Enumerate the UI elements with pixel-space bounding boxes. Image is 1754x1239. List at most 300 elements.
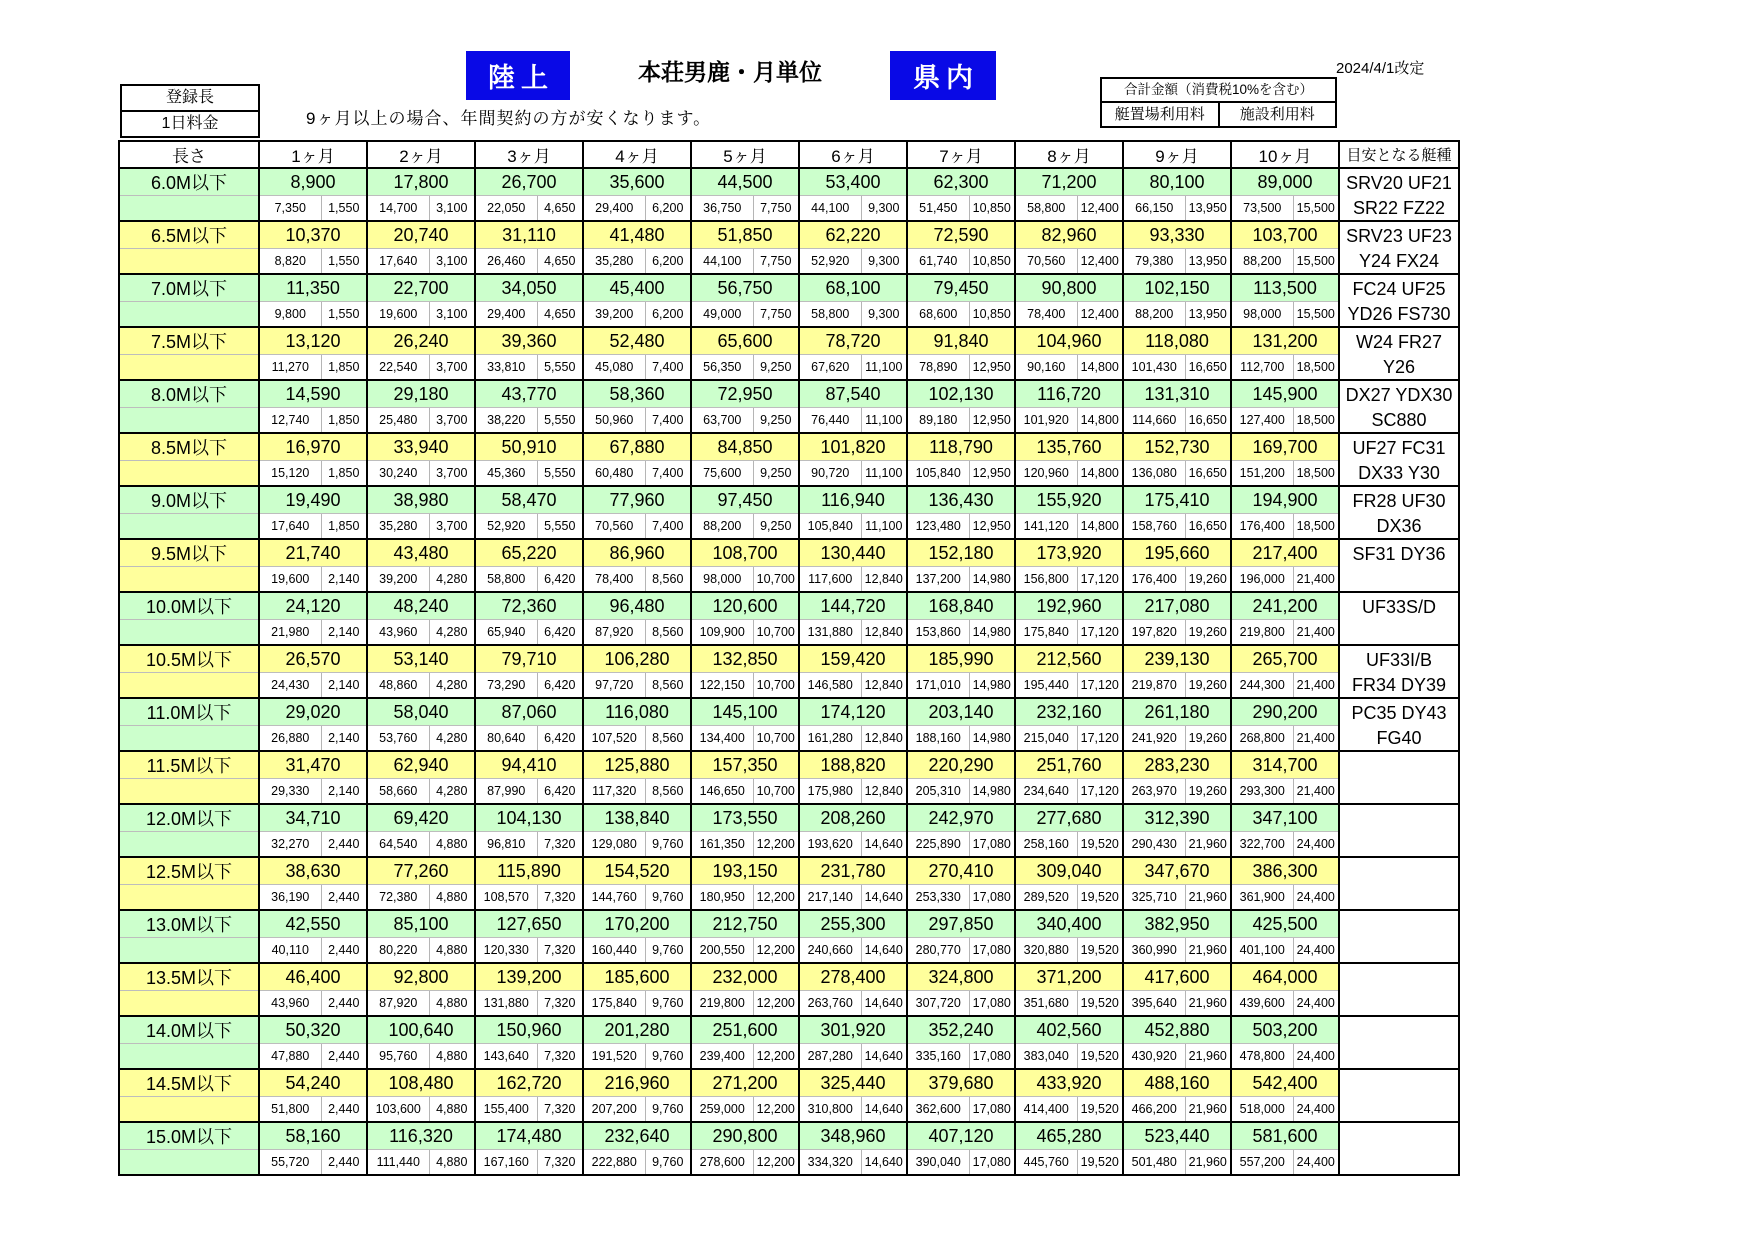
mooring-fee-cell: 87,920 [583, 620, 645, 646]
total-cell: 101,820 [799, 433, 907, 461]
total-cell: 239,130 [1123, 645, 1231, 673]
total-cell: 132,850 [691, 645, 799, 673]
total-cell: 84,850 [691, 433, 799, 461]
mooring-fee-cell: 9,800 [259, 302, 321, 328]
mooring-fee-cell: 14,700 [367, 196, 429, 222]
facility-fee-cell: 2,140 [321, 673, 367, 699]
total-cell: 38,980 [367, 486, 475, 514]
facility-fee-cell: 2,140 [321, 567, 367, 593]
total-cell: 125,880 [583, 751, 691, 779]
total-cell: 131,200 [1231, 327, 1339, 355]
total-cell: 297,850 [907, 910, 1015, 938]
mooring-fee-cell: 131,880 [799, 620, 861, 646]
facility-fee-cell: 17,080 [969, 832, 1015, 858]
facility-fee-cell: 2,440 [321, 1150, 367, 1176]
total-cell: 152,180 [907, 539, 1015, 567]
facility-fee-cell: 19,260 [1185, 673, 1231, 699]
total-cell: 85,100 [367, 910, 475, 938]
total-cell: 194,900 [1231, 486, 1339, 514]
facility-fee-cell: 16,650 [1185, 408, 1231, 434]
mooring-fee-cell: 191,520 [583, 1044, 645, 1070]
facility-fee-cell: 9,760 [645, 832, 691, 858]
mooring-fee-cell: 101,430 [1123, 355, 1185, 381]
facility-fee-cell: 12,950 [969, 355, 1015, 381]
facility-fee-cell: 10,700 [753, 620, 799, 646]
total-cell: 72,590 [907, 221, 1015, 249]
facility-fee-cell: 12,200 [753, 991, 799, 1017]
total-cell: 135,760 [1015, 433, 1123, 461]
total-cell: 379,680 [907, 1069, 1015, 1097]
total-cell: 208,260 [799, 804, 907, 832]
facility-fee-cell: 4,280 [429, 620, 475, 646]
facility-fee-cell: 8,560 [645, 620, 691, 646]
mooring-fee-cell: 98,000 [691, 567, 753, 593]
mooring-fee-cell: 390,040 [907, 1150, 969, 1176]
total-cell: 108,480 [367, 1069, 475, 1097]
total-cell: 87,060 [475, 698, 583, 726]
total-cell: 38,630 [259, 857, 367, 885]
facility-fee-cell: 17,080 [969, 938, 1015, 964]
annual-contract-note: 9ヶ月以上の場合、年間契約の方が安くなります。 [306, 109, 712, 128]
mooring-fee-cell: 175,980 [799, 779, 861, 805]
mooring-fee-cell: 414,400 [1015, 1097, 1077, 1123]
mooring-fee-cell: 155,400 [475, 1097, 537, 1123]
total-cell: 261,180 [1123, 698, 1231, 726]
mooring-fee-cell: 175,840 [583, 991, 645, 1017]
mooring-fee-cell: 47,880 [259, 1044, 321, 1070]
total-cell: 20,740 [367, 221, 475, 249]
boat-types-cell [1339, 168, 1459, 221]
mooring-fee-cell: 70,560 [583, 514, 645, 540]
total-cell: 312,390 [1123, 804, 1231, 832]
facility-fee-cell: 5,550 [537, 461, 583, 487]
mooring-fee-cell: 112,700 [1231, 355, 1293, 381]
length-label: 10.5M以下 [119, 645, 259, 673]
facility-fee-cell: 10,700 [753, 779, 799, 805]
total-cell: 8,900 [259, 168, 367, 196]
mooring-fee-cell: 160,440 [583, 938, 645, 964]
length-label: 13.0M以下 [119, 910, 259, 938]
mooring-fee-cell: 61,740 [907, 249, 969, 275]
boat-types-line2: FR34 DY39 [1351, 674, 1447, 695]
total-cell: 116,320 [367, 1122, 475, 1150]
total-cell: 120,600 [691, 592, 799, 620]
mooring-fee-cell: 44,100 [691, 249, 753, 275]
total-cell: 173,550 [691, 804, 799, 832]
mooring-fee-cell: 101,920 [1015, 408, 1077, 434]
facility-fee-cell: 1,550 [321, 302, 367, 328]
mooring-fee-cell: 219,800 [691, 991, 753, 1017]
total-cell: 14,590 [259, 380, 367, 408]
mooring-fee-cell: 73,500 [1231, 196, 1293, 222]
mooring-fee-cell: 73,290 [475, 673, 537, 699]
length-label-spacer [119, 461, 259, 487]
total-cell: 97,450 [691, 486, 799, 514]
mooring-fee-cell: 89,180 [907, 408, 969, 434]
mooring-fee-cell: 51,450 [907, 196, 969, 222]
length-label-spacer [119, 408, 259, 434]
mooring-fee-cell: 501,480 [1123, 1150, 1185, 1176]
total-cell: 417,600 [1123, 963, 1231, 991]
boat-types-cell [1339, 963, 1459, 1016]
total-cell: 255,300 [799, 910, 907, 938]
facility-fee-cell: 4,880 [429, 832, 475, 858]
facility-fee-cell: 21,960 [1185, 1150, 1231, 1176]
mooring-fee-cell: 114,660 [1123, 408, 1185, 434]
facility-fee-cell: 19,520 [1077, 1097, 1123, 1123]
total-cell: 102,150 [1123, 274, 1231, 302]
mooring-fee-cell: 79,380 [1123, 249, 1185, 275]
column-header: 2ヶ月 [367, 141, 475, 168]
total-cell: 192,960 [1015, 592, 1123, 620]
mooring-fee-cell: 289,520 [1015, 885, 1077, 911]
mooring-fee-cell: 197,820 [1123, 620, 1185, 646]
total-cell: 488,160 [1123, 1069, 1231, 1097]
column-header: 目安となる艇種 [1339, 141, 1459, 168]
mooring-fee-cell: 45,360 [475, 461, 537, 487]
total-cell: 542,400 [1231, 1069, 1339, 1097]
boat-types-line1 [1340, 1018, 1458, 1044]
mooring-fee-cell: 360,990 [1123, 938, 1185, 964]
facility-fee-cell: 17,080 [969, 991, 1015, 1017]
facility-fee-cell: 2,140 [321, 620, 367, 646]
mooring-fee-cell: 161,280 [799, 726, 861, 752]
total-cell: 203,140 [907, 698, 1015, 726]
facility-fee-cell: 10,700 [753, 673, 799, 699]
total-cell: 16,970 [259, 433, 367, 461]
total-cell: 283,230 [1123, 751, 1231, 779]
total-cell: 241,200 [1231, 592, 1339, 620]
facility-fee-cell: 4,650 [537, 249, 583, 275]
facility-fee-cell: 4,880 [429, 1097, 475, 1123]
facility-fee-cell: 8,560 [645, 726, 691, 752]
mooring-fee-cell: 401,100 [1231, 938, 1293, 964]
total-cell: 50,910 [475, 433, 583, 461]
mooring-fee-cell: 96,810 [475, 832, 537, 858]
rate-table [118, 140, 1460, 1176]
boat-types-line2: FG40 [1376, 727, 1422, 748]
facility-fee-cell: 12,950 [969, 514, 1015, 540]
facility-fee-cell: 9,760 [645, 885, 691, 911]
total-cell: 127,650 [475, 910, 583, 938]
mooring-fee-cell: 161,350 [691, 832, 753, 858]
total-cell: 290,800 [691, 1122, 799, 1150]
total-cell: 62,220 [799, 221, 907, 249]
total-cell: 33,940 [367, 433, 475, 461]
total-cell: 26,240 [367, 327, 475, 355]
total-cell: 103,700 [1231, 221, 1339, 249]
mooring-fee-cell: 68,600 [907, 302, 969, 328]
total-cell: 31,470 [259, 751, 367, 779]
mooring-fee-cell: 35,280 [583, 249, 645, 275]
facility-fee-cell: 3,100 [429, 249, 475, 275]
length-label: 15.0M以下 [119, 1122, 259, 1150]
total-cell: 185,600 [583, 963, 691, 991]
total-cell: 503,200 [1231, 1016, 1339, 1044]
facility-fee-cell: 12,200 [753, 1097, 799, 1123]
facility-fee-cell: 16,650 [1185, 355, 1231, 381]
facility-fee-cell: 8,560 [645, 779, 691, 805]
facility-fee-cell: 12,200 [753, 938, 799, 964]
facility-fee-cell: 7,320 [537, 832, 583, 858]
facility-fee-cell: 11,100 [861, 514, 907, 540]
facility-fee-cell: 7,320 [537, 1150, 583, 1176]
total-cell: 232,160 [1015, 698, 1123, 726]
total-cell: 193,150 [691, 857, 799, 885]
column-header: 3ヶ月 [475, 141, 583, 168]
length-label: 14.5M以下 [119, 1069, 259, 1097]
mooring-fee-cell: 146,580 [799, 673, 861, 699]
boat-types-line1: FC24 UF25 [1352, 278, 1446, 299]
mooring-fee-cell: 17,640 [259, 514, 321, 540]
total-cell: 80,100 [1123, 168, 1231, 196]
total-cell: 465,280 [1015, 1122, 1123, 1150]
facility-fee-cell: 17,120 [1077, 567, 1123, 593]
total-cell: 174,120 [799, 698, 907, 726]
facility-fee-cell: 17,080 [969, 885, 1015, 911]
total-cell: 216,960 [583, 1069, 691, 1097]
total-cell: 100,640 [367, 1016, 475, 1044]
facility-fee-cell: 4,280 [429, 779, 475, 805]
mooring-fee-cell: 78,400 [583, 567, 645, 593]
mooring-fee-cell: 29,400 [583, 196, 645, 222]
length-label: 11.0M以下 [119, 698, 259, 726]
mooring-fee-cell: 90,160 [1015, 355, 1077, 381]
facility-fee-cell: 10,850 [969, 302, 1015, 328]
facility-fee-cell: 12,200 [753, 832, 799, 858]
facility-fee-cell: 17,120 [1077, 726, 1123, 752]
facility-fee-cell: 6,420 [537, 779, 583, 805]
total-cell: 188,820 [799, 751, 907, 779]
total-cell: 39,360 [475, 327, 583, 355]
total-cell: 48,240 [367, 592, 475, 620]
mooring-fee-cell: 40,110 [259, 938, 321, 964]
facility-fee-cell: 14,640 [861, 1097, 907, 1123]
total-cell: 44,500 [691, 168, 799, 196]
mooring-fee-cell: 240,660 [799, 938, 861, 964]
total-cell: 195,660 [1123, 539, 1231, 567]
total-cell: 41,480 [583, 221, 691, 249]
total-cell: 324,800 [907, 963, 1015, 991]
total-cell: 118,080 [1123, 327, 1231, 355]
mooring-fee-cell: 26,880 [259, 726, 321, 752]
facility-fee-cell: 14,640 [861, 1044, 907, 1070]
length-label-spacer [119, 726, 259, 752]
mooring-fee-cell: 109,900 [691, 620, 753, 646]
facility-fee-cell: 14,980 [969, 620, 1015, 646]
facility-fee-cell: 12,200 [753, 885, 799, 911]
mooring-fee-cell: 78,890 [907, 355, 969, 381]
boat-types-cell [1339, 645, 1459, 698]
boat-types-line1 [1340, 859, 1458, 885]
facility-fee-cell: 12,400 [1077, 249, 1123, 275]
boat-types-cell [1339, 274, 1459, 327]
mooring-fee-cell: 19,600 [367, 302, 429, 328]
total-cell: 174,480 [475, 1122, 583, 1150]
facility-fee-cell: 4,880 [429, 991, 475, 1017]
facility-fee-cell: 7,750 [753, 249, 799, 275]
total-cell: 139,200 [475, 963, 583, 991]
mooring-fee-cell: 8,820 [259, 249, 321, 275]
facility-fee-cell: 8,560 [645, 567, 691, 593]
total-cell: 162,720 [475, 1069, 583, 1097]
facility-fee-cell: 2,440 [321, 991, 367, 1017]
facility-fee-cell: 24,400 [1293, 1097, 1339, 1123]
column-header: 8ヶ月 [1015, 141, 1123, 168]
facility-fee-cell: 4,650 [537, 196, 583, 222]
mooring-fee-cell: 24,430 [259, 673, 321, 699]
boat-types-line1: DX27 YDX30 [1345, 384, 1453, 405]
mooring-fee-cell: 310,800 [799, 1097, 861, 1123]
length-label-spacer [119, 302, 259, 328]
mooring-fee-cell: 45,080 [583, 355, 645, 381]
facility-fee-cell: 10,700 [753, 726, 799, 752]
facility-fee-cell: 17,120 [1077, 620, 1123, 646]
total-cell: 94,410 [475, 751, 583, 779]
mooring-fee-cell: 171,010 [907, 673, 969, 699]
mooring-fee-cell: 75,600 [691, 461, 753, 487]
facility-fee-cell: 2,440 [321, 832, 367, 858]
facility-fee-cell: 16,650 [1185, 514, 1231, 540]
facility-fee-cell: 4,650 [537, 302, 583, 328]
facility-fee-cell: 18,500 [1293, 408, 1339, 434]
mooring-fee-cell: 22,540 [367, 355, 429, 381]
mooring-fee-cell: 176,400 [1231, 514, 1293, 540]
length-label-spacer [119, 779, 259, 805]
mooring-fee-cell: 21,980 [259, 620, 321, 646]
mooring-fee-cell: 19,600 [259, 567, 321, 593]
mooring-fee-cell: 222,880 [583, 1150, 645, 1176]
mooring-fee-cell: 362,600 [907, 1097, 969, 1123]
facility-fee-cell: 21,960 [1185, 938, 1231, 964]
total-cell: 581,600 [1231, 1122, 1339, 1150]
facility-fee-cell: 21,400 [1293, 726, 1339, 752]
total-cell: 136,430 [907, 486, 1015, 514]
total-cell: 10,370 [259, 221, 367, 249]
column-header: 6ヶ月 [799, 141, 907, 168]
facility-fee-cell: 4,280 [429, 567, 475, 593]
boat-types-line2 [1340, 991, 1458, 1015]
facility-fee-cell: 9,760 [645, 1044, 691, 1070]
total-cell: 118,790 [907, 433, 1015, 461]
facility-fee-cell: 1,850 [321, 514, 367, 540]
facility-fee-cell: 19,520 [1077, 832, 1123, 858]
mooring-fee-cell: 268,800 [1231, 726, 1293, 752]
boat-types-line1: UF27 FC31 [1352, 437, 1446, 458]
mooring-fee-cell: 322,700 [1231, 832, 1293, 858]
total-cell: 145,100 [691, 698, 799, 726]
mooring-fee-label: 艇置場利用料 [1102, 103, 1220, 126]
facility-fee-cell: 14,640 [861, 991, 907, 1017]
mooring-fee-cell: 17,640 [367, 249, 429, 275]
column-header: 5ヶ月 [691, 141, 799, 168]
total-cell: 67,880 [583, 433, 691, 461]
mooring-fee-cell: 151,200 [1231, 461, 1293, 487]
boat-types-line2 [1340, 832, 1458, 856]
facility-fee-cell: 24,400 [1293, 938, 1339, 964]
facility-fee-cell: 5,550 [537, 355, 583, 381]
length-label: 14.0M以下 [119, 1016, 259, 1044]
mooring-fee-cell: 253,330 [907, 885, 969, 911]
facility-fee-cell: 19,260 [1185, 620, 1231, 646]
mooring-fee-cell: 22,050 [475, 196, 537, 222]
facility-fee-cell: 2,140 [321, 779, 367, 805]
total-amount-title: 合計金額（消費税10%を含む） [1102, 79, 1335, 103]
facility-fee-cell: 2,440 [321, 938, 367, 964]
facility-fee-cell: 24,400 [1293, 991, 1339, 1017]
facility-fee-cell: 6,200 [645, 196, 691, 222]
total-cell: 115,890 [475, 857, 583, 885]
mooring-fee-cell: 137,200 [907, 567, 969, 593]
mooring-fee-cell: 26,460 [475, 249, 537, 275]
facility-fee-cell: 7,400 [645, 461, 691, 487]
total-cell: 314,700 [1231, 751, 1339, 779]
facility-fee-cell: 5,550 [537, 514, 583, 540]
facility-fee-cell: 3,100 [429, 302, 475, 328]
length-label: 12.5M以下 [119, 857, 259, 885]
length-label: 9.5M以下 [119, 539, 259, 567]
mooring-fee-cell: 361,900 [1231, 885, 1293, 911]
total-cell: 407,120 [907, 1122, 1015, 1150]
mooring-fee-cell: 36,750 [691, 196, 753, 222]
total-cell: 31,110 [475, 221, 583, 249]
total-cell: 402,560 [1015, 1016, 1123, 1044]
mooring-fee-cell: 108,570 [475, 885, 537, 911]
facility-fee-cell: 19,260 [1185, 567, 1231, 593]
facility-fee-cell: 17,080 [969, 1150, 1015, 1176]
rate-table-header [119, 141, 1459, 168]
total-cell: 217,400 [1231, 539, 1339, 567]
total-cell: 79,450 [907, 274, 1015, 302]
mooring-fee-cell: 36,190 [259, 885, 321, 911]
boat-types-cell [1339, 433, 1459, 486]
boat-types-line2: Y24 FX24 [1358, 250, 1440, 271]
facility-fee-cell: 2,140 [321, 726, 367, 752]
mooring-fee-cell: 120,330 [475, 938, 537, 964]
total-cell: 232,000 [691, 963, 799, 991]
boat-types-line2: SC880 [1371, 409, 1427, 430]
length-label: 13.5M以下 [119, 963, 259, 991]
mooring-fee-cell: 33,810 [475, 355, 537, 381]
boat-types-cell [1339, 804, 1459, 857]
mooring-fee-cell: 105,840 [907, 461, 969, 487]
mooring-fee-cell: 195,440 [1015, 673, 1077, 699]
total-cell: 77,260 [367, 857, 475, 885]
facility-fee-cell: 21,960 [1185, 1044, 1231, 1070]
length-label: 12.0M以下 [119, 804, 259, 832]
mooring-fee-cell: 49,000 [691, 302, 753, 328]
total-cell: 13,120 [259, 327, 367, 355]
boat-types-line2 [1340, 620, 1458, 644]
column-header: 9ヶ月 [1123, 141, 1231, 168]
mooring-fee-cell: 478,800 [1231, 1044, 1293, 1070]
mooring-fee-cell: 87,920 [367, 991, 429, 1017]
mooring-fee-cell: 280,770 [907, 938, 969, 964]
facility-fee-cell: 19,520 [1077, 885, 1123, 911]
mooring-fee-cell: 25,480 [367, 408, 429, 434]
mooring-fee-cell: 293,300 [1231, 779, 1293, 805]
total-cell: 79,710 [475, 645, 583, 673]
mooring-fee-cell: 63,700 [691, 408, 753, 434]
facility-fee-cell: 14,640 [861, 1150, 907, 1176]
total-cell: 54,240 [259, 1069, 367, 1097]
facility-fee-cell: 24,400 [1293, 832, 1339, 858]
facility-fee-cell: 17,080 [969, 1097, 1015, 1123]
mooring-fee-cell: 51,800 [259, 1097, 321, 1123]
total-cell: 26,570 [259, 645, 367, 673]
total-cell: 270,410 [907, 857, 1015, 885]
length-label-spacer [119, 832, 259, 858]
